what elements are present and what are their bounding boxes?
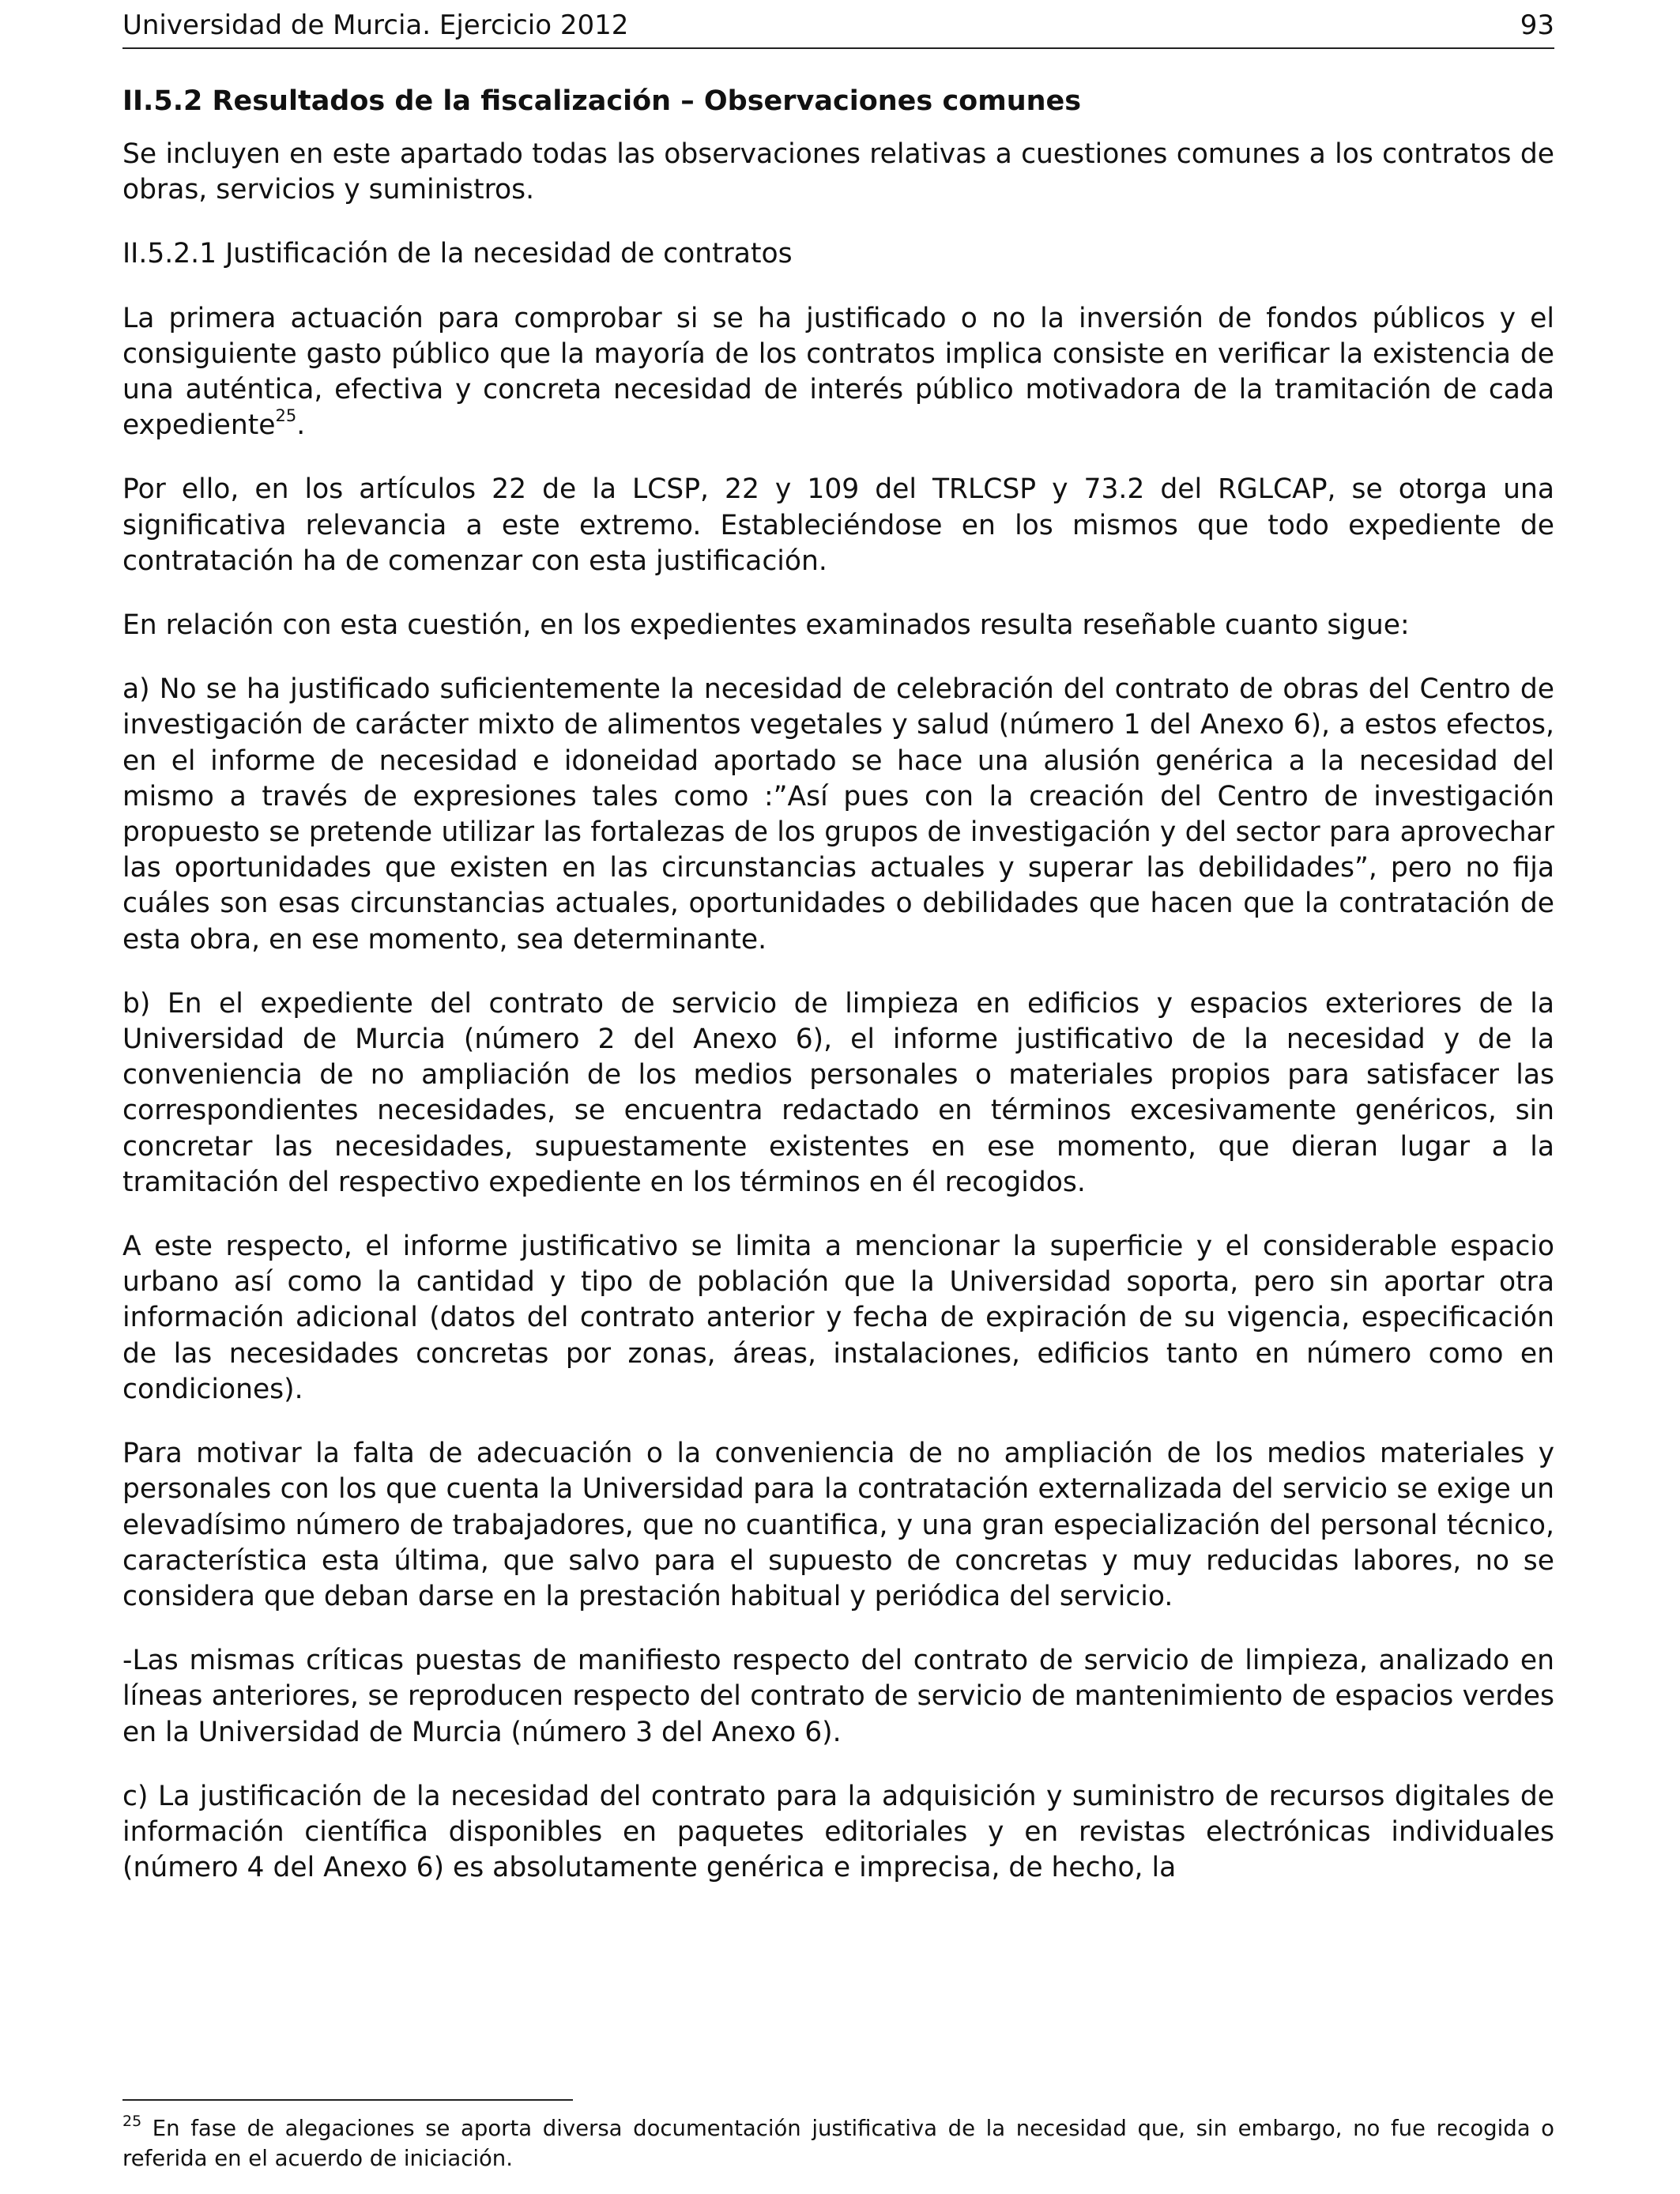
subsection-title: II.5.2.1 Justificación de la necesidad de contratos — [122, 238, 793, 270]
footnote — [122, 2113, 1554, 2173]
paragraph-8: -Las mismas críticas puestas de manifiesto respecto del contrato de servicio de limpieza, analizado en líneas anteriores, se reproducen respecto del contrato de servicio de mantenimiento de espacios verdes en la Universidad de Murcia (número 3 del Anexo 6). — [122, 1645, 1554, 1748]
paragraph-item-a: a) No se ha justificado suficientemente la necesidad de celebración del contrato de obras del Centro de investigación de carácter mixto de alimentos vegetales y salud (número 1 del Anexo 6), a estos efectos, en el informe de necesidad e idoneidad aportado se hace una alusión genérica a la necesidad del mismo a través de expresiones tales como :”Así pues con la creación del Centro de investigación propuesto se pretende utilizar las fortalezas de los grupos de investigación y del sector para aprovechar las oportunidades que existen en las circunstancias actuales y superar las debilidades”, pero no fija cuáles son esas circunstancias actuales, oportunidades o debilidades que hacen que la contratación de esta obra, en ese momento, sea determinante. — [122, 673, 1554, 956]
section-title: II.5.2 Resultados de la fiscalización – Observaciones comunes — [122, 85, 1082, 117]
paragraph-7: Para motivar la falta de adecuación o la conveniencia de no ampliación de los medios materiales y personales con los que cuenta la Universidad para la contratación externalizada del servicio se exige un elevadísimo número de trabajadores, que no cuantifica, y una gran especialización del personal técnico, característica esta última, que salvo para el supuesto de concretas y muy reducidas labores, no se considera que deban darse en la prestación habitual y periódica del servicio. — [122, 1438, 1554, 1612]
paragraph-2: Por ello, en los artículos 22 de la LCSP, 22 y 109 del TRLCSP y 73.2 del RGLCAP, se otorga una significativa relevancia a este extremo. Estableciéndose en los mismos que todo expediente de contratación ha de comenzar con esta justificación. — [122, 473, 1554, 577]
paragraph-6: A este respecto, el informe justificativo se limita a mencionar la superficie y el considerable espacio urbano así como la cantidad y tipo de población que la Universidad soporta, pero sin aportar otra información adicional (datos del contrato anterior y fecha de expiración de su vigencia, especificación de las necesidades concretas por zonas, áreas, instalaciones, edificios tanto en número como en condiciones). — [122, 1231, 1554, 1405]
footnote-reference[interactable]: 25 — [275, 406, 297, 426]
intro-paragraph: Se incluyen en este apartado todas las observaciones relativas a cuestiones comunes a los contratos de obras, servicios y suministros. — [122, 138, 1554, 206]
page-header — [122, 8, 1554, 49]
footnote-separator — [122, 2099, 573, 2101]
footnote-marker: 25 — [122, 2113, 142, 2130]
header-title: Universidad de Murcia. Ejercicio 2012 — [122, 9, 629, 41]
paragraph-item-c: c) La justificación de la necesidad del contrato para la adquisición y suministro de recursos digitales de información científica disponibles en paquetes editoriales y en revistas electrónicas individuales (número 4 del Anexo 6) es absolutamente genérica e imprecisa, de hecho, la — [122, 1780, 1554, 1884]
document-body — [122, 84, 1554, 1886]
paragraph-3: En relación con esta cuestión, en los expedientes examinados resulta reseñable cuanto sigue: — [122, 609, 1410, 642]
page-number: 93 — [1520, 9, 1554, 41]
footnote-text: En fase de alegaciones se aporta diversa documentación justificativa de la necesidad que, sin embargo, no fue recogida o referida en el acuerdo de iniciación. — [122, 2116, 1554, 2171]
paragraph-1-end: . — [296, 409, 306, 442]
paragraph-1 — [122, 301, 1554, 444]
paragraph-item-b: b) En el expediente del contrato de servicio de limpieza en edificios y espacios exteriores de la Universidad de Murcia (número 2 del Anexo 6), el informe justificativo de la necesidad y de la conveniencia de no ampliación de los medios personales o materiales propios para satisfacer las correspondientes necesidades, se encuentra redactado en términos excesivamente genéricos, sin concretar las necesidades, supuestamente existentes en ese momento, que dieran lugar a la tramitación del respectivo expediente en los términos en él recogidos. — [122, 987, 1554, 1198]
paragraph-1-text: La primera actuación para comprobar si se ha justificado o no la inversión de fondos públicos y el consiguiente gasto público que la mayoría de los contratos implica consiste en verificar la existencia de una auténtica, efectiva y concreta necesidad de interés público motivadora de la tramitación de cada expediente — [122, 302, 1554, 442]
